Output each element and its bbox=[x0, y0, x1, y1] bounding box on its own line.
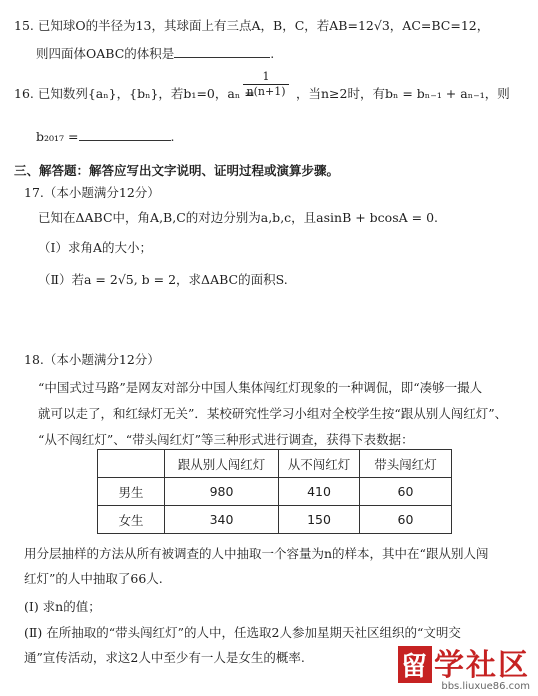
table-row bbox=[98, 478, 452, 506]
q16-line1b: ，当n≥2时，有bₙ = bₙ₋₁ + aₙ₋₁，则 bbox=[296, 86, 510, 101]
q15-line1: 15. 已知球O的半径为13，其球面上有三点A，B，C，若AB=12√3，AC=BC=12， bbox=[14, 18, 490, 33]
q17-stem: 已知在ΔABC中，角A,B,C的对边分别为a,b,c，且asinB + bcosA = 0. bbox=[38, 210, 439, 225]
table-row bbox=[98, 506, 452, 534]
q16-fraction bbox=[240, 70, 292, 98]
q18-part1: (Ⅰ) 求n的值； bbox=[24, 599, 101, 614]
q15-line2: 则四面体OABC的体积是 . bbox=[36, 46, 275, 61]
watermark-title bbox=[398, 640, 530, 684]
table-header-cell bbox=[98, 450, 165, 478]
watermark-text: 学社区 bbox=[434, 648, 530, 683]
table-header-cell: 带头闯红灯 bbox=[360, 450, 452, 478]
table-cell: 340 bbox=[165, 506, 279, 534]
table-cell: 60 bbox=[360, 478, 452, 506]
q16-line2: b₂₀₁₇ = . bbox=[36, 129, 175, 144]
table-header-cell: 从不闯红灯 bbox=[279, 450, 360, 478]
q16-line1a: 16. 已知数列{aₙ}，{bₙ}，若b₁=0，aₙ = bbox=[14, 86, 255, 101]
q18-line4: 用分层抽样的方法从所有被调查的人中抽取一个容量为n的样本，其中在“跟从别人闯 bbox=[24, 546, 489, 561]
q18-head: 18.（本小题满分12分） bbox=[24, 352, 160, 367]
answer-blank-q16 bbox=[79, 128, 171, 141]
q16-frac-den: n(n+1) bbox=[246, 85, 286, 98]
q18-line1: “中国式过马路”是网友对部分中国人集体闯红灯现象的一种调侃，即“凑够一撮人 bbox=[38, 380, 483, 395]
q18-part2a: (Ⅱ) 在所抽取的“带头闯红灯”的人中，任选取2人参加星期天社区组织的“文明交 bbox=[24, 625, 461, 640]
watermark-badge: 留 bbox=[398, 646, 432, 683]
q17-part1: （Ⅰ）求角A的大小； bbox=[38, 240, 152, 255]
section3-heading: 三、解答题：解答应写出文字说明、证明过程或演算步骤。 bbox=[14, 163, 340, 178]
table-cell: 女生 bbox=[98, 506, 165, 534]
table-cell: 150 bbox=[279, 506, 360, 534]
q16-line2-text: b₂₀₁₇ = bbox=[36, 129, 79, 144]
q18-line5: 红灯”的人中抽取了66人. bbox=[24, 571, 163, 586]
q18-line2: 就可以走了，和红绿灯无关”．某校研究性学习小组对全校学生按“跟从别人闯红灯”、 bbox=[38, 406, 508, 421]
q16-frac-num: 1 bbox=[262, 70, 270, 83]
q18-data-table bbox=[97, 449, 452, 534]
answer-blank-q15 bbox=[174, 45, 270, 58]
table-cell: 60 bbox=[360, 506, 452, 534]
watermark-url: bbs.liuxue86.com bbox=[441, 681, 530, 692]
table-cell: 410 bbox=[279, 478, 360, 506]
table-header-cell: 跟从别人闯红灯 bbox=[165, 450, 279, 478]
q17-part2: （Ⅱ）若a = 2√5, b = 2，求ΔABC的面积S. bbox=[38, 272, 288, 287]
q18-line3: “从不闯红灯”、“带头闯红灯”等三种形式进行调查，获得下表数据： bbox=[38, 432, 414, 447]
table-cell: 980 bbox=[165, 478, 279, 506]
q18-part2b: 通”宣传活动，求这2人中至少有一人是女生的概率. bbox=[24, 650, 305, 665]
table-cell: 男生 bbox=[98, 478, 165, 506]
watermark-logo bbox=[398, 640, 530, 692]
table-header-row bbox=[98, 450, 452, 478]
q15-line2-text: 则四面体OABC的体积是 bbox=[36, 46, 175, 61]
q17-head: 17.（本小题满分12分） bbox=[24, 185, 160, 200]
